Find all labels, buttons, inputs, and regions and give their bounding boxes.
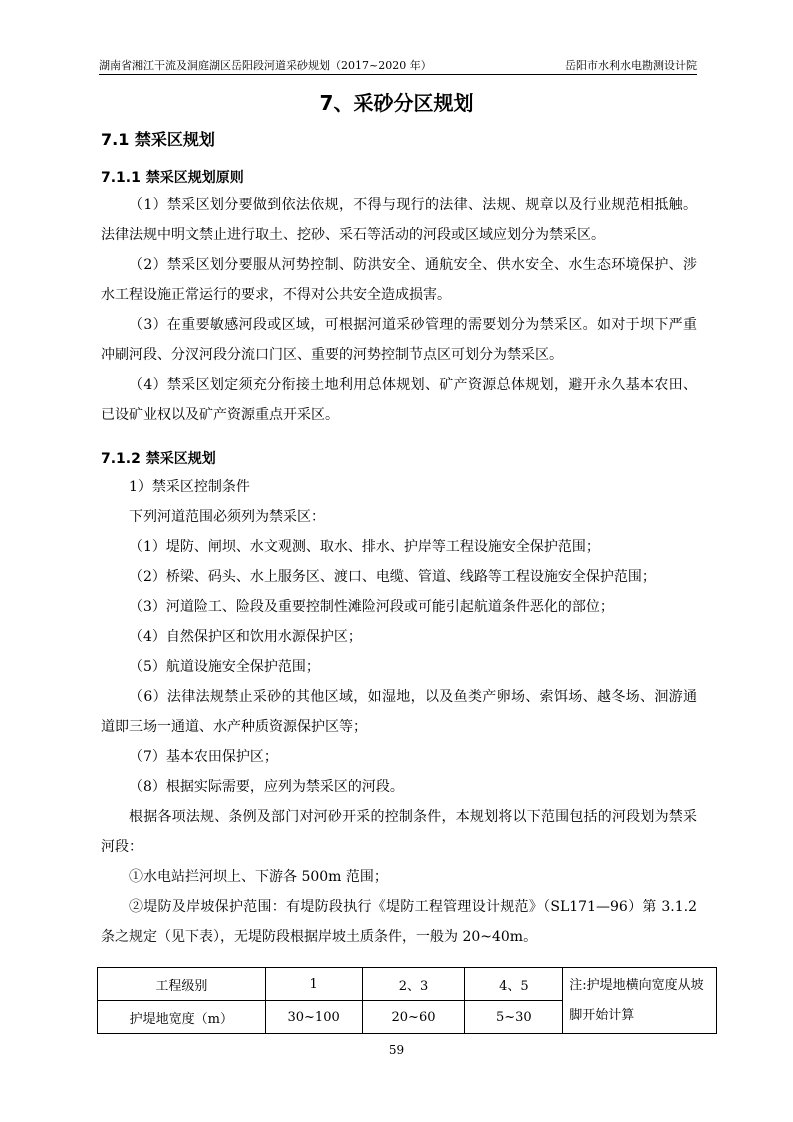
planning-paragraph: 1）禁采区控制条件	[129, 479, 250, 495]
planning-paragraph: （3）河道险工、险段及重要控制性滩险河段或可能引起航道条件恶化的部位；	[129, 599, 614, 615]
planning-paragraph: （6）法律法规禁止采砂的其他区域，如湿地，以及鱼类产卵场、索饵场、越冬场、洄游通道即三场一通道、水产种质资源保护区等；	[101, 689, 697, 735]
table-cell: 护堤地宽度（m）	[98, 1001, 266, 1034]
table-cell: 30~100	[265, 1001, 362, 1034]
table-cell: 工程级别	[98, 968, 266, 1001]
section-heading-7-1-1: 7.1.1 禁采区规划原则	[101, 170, 244, 186]
table-cell: 4、5	[465, 968, 563, 1001]
planning-paragraph: （7）基本农田保护区；	[129, 749, 278, 765]
planning-paragraph: （1）堤防、闸坝、水文观测、取水、排水、护岸等工程设施安全保护范围；	[129, 539, 600, 555]
table-cell: 5~30	[465, 1001, 563, 1034]
planning-paragraph: （5）航道设施安全保护范围；	[129, 659, 320, 675]
section-heading-7-1: 7.1 禁采区规划	[101, 130, 215, 149]
chapter-title: 7、采砂分区规划	[319, 91, 474, 115]
planning-paragraph: 根据各项法规、条例及部门对河砂开采的控制条件，本规划将以下范围包括的河段划为禁采河段：	[101, 809, 697, 855]
page-header	[99, 54, 697, 75]
principle-paragraph: （2）禁采区划分要服从河势控制、防洪安全、通航安全、供水安全、水生态环境保护、涉水工程设施正常运行的要求，不得对公共安全造成损害。	[101, 257, 697, 303]
principle-paragraph: （3）在重要敏感河段或区域，可根据河道采砂管理的需要划分为禁采区。如对于坝下严重冲刷河段、分汊河段分流口门区、重要的河势控制节点区可划分为禁采区。	[101, 317, 697, 363]
section-heading-7-1-2: 7.1.2 禁采区规划	[101, 451, 216, 467]
planning-paragraph: （4）自然保护区和饮用水源保护区；	[129, 629, 362, 645]
principle-paragraph: （4）禁采区划定须充分衔接土地利用总体规划、矿产资源总体规划，避开永久基本农田、已设矿业权以及矿产资源重点开采区。	[101, 377, 697, 423]
table-note: 注:护堤地横向宽度从坡脚开始计算	[563, 968, 717, 1034]
principle-paragraph: （1）禁采区划分要做到依法依规，不得与现行的法律、法规、规章以及行业规范相抵触。法律法规中明文禁止进行取土、挖砂、采石等活动的河段或区域应划分为禁采区。	[101, 197, 697, 243]
header-document-title: 湖南省湘江干流及洞庭湖区岳阳段河道采砂规划（2017~2020 年）	[99, 59, 432, 72]
planning-paragraph: （2）桥梁、码头、水上服务区、渡口、电缆、管道、线路等工程设施安全保护范围；	[129, 569, 656, 585]
planning-paragraph: ②堤防及岸坡保护范围：有堤防段执行《堤防工程管理设计规范》（SL171—96）第 3.1.2 条之规定（见下表），无堤防段根据岸坡土质条件，一般为 20~40m。	[101, 899, 697, 945]
header-organization: 岳阳市水利水电勘测设计院	[565, 59, 697, 72]
planning-paragraph: ①水电站拦河坝上、下游各 500m 范围；	[129, 869, 388, 885]
table-cell: 2、3	[362, 968, 465, 1001]
table-cell: 1	[265, 968, 362, 1001]
table-row	[98, 968, 717, 1001]
embankment-width-table	[97, 967, 717, 1034]
table-cell: 20~60	[362, 1001, 465, 1034]
principles-block	[101, 190, 697, 430]
page-number: 59	[388, 1043, 405, 1057]
planning-paragraph: 下列河道范围必须列为禁采区：	[129, 509, 325, 525]
planning-paragraph: （8）根据实际需要，应列为禁采区的河段。	[129, 779, 404, 795]
planning-block	[101, 472, 697, 952]
